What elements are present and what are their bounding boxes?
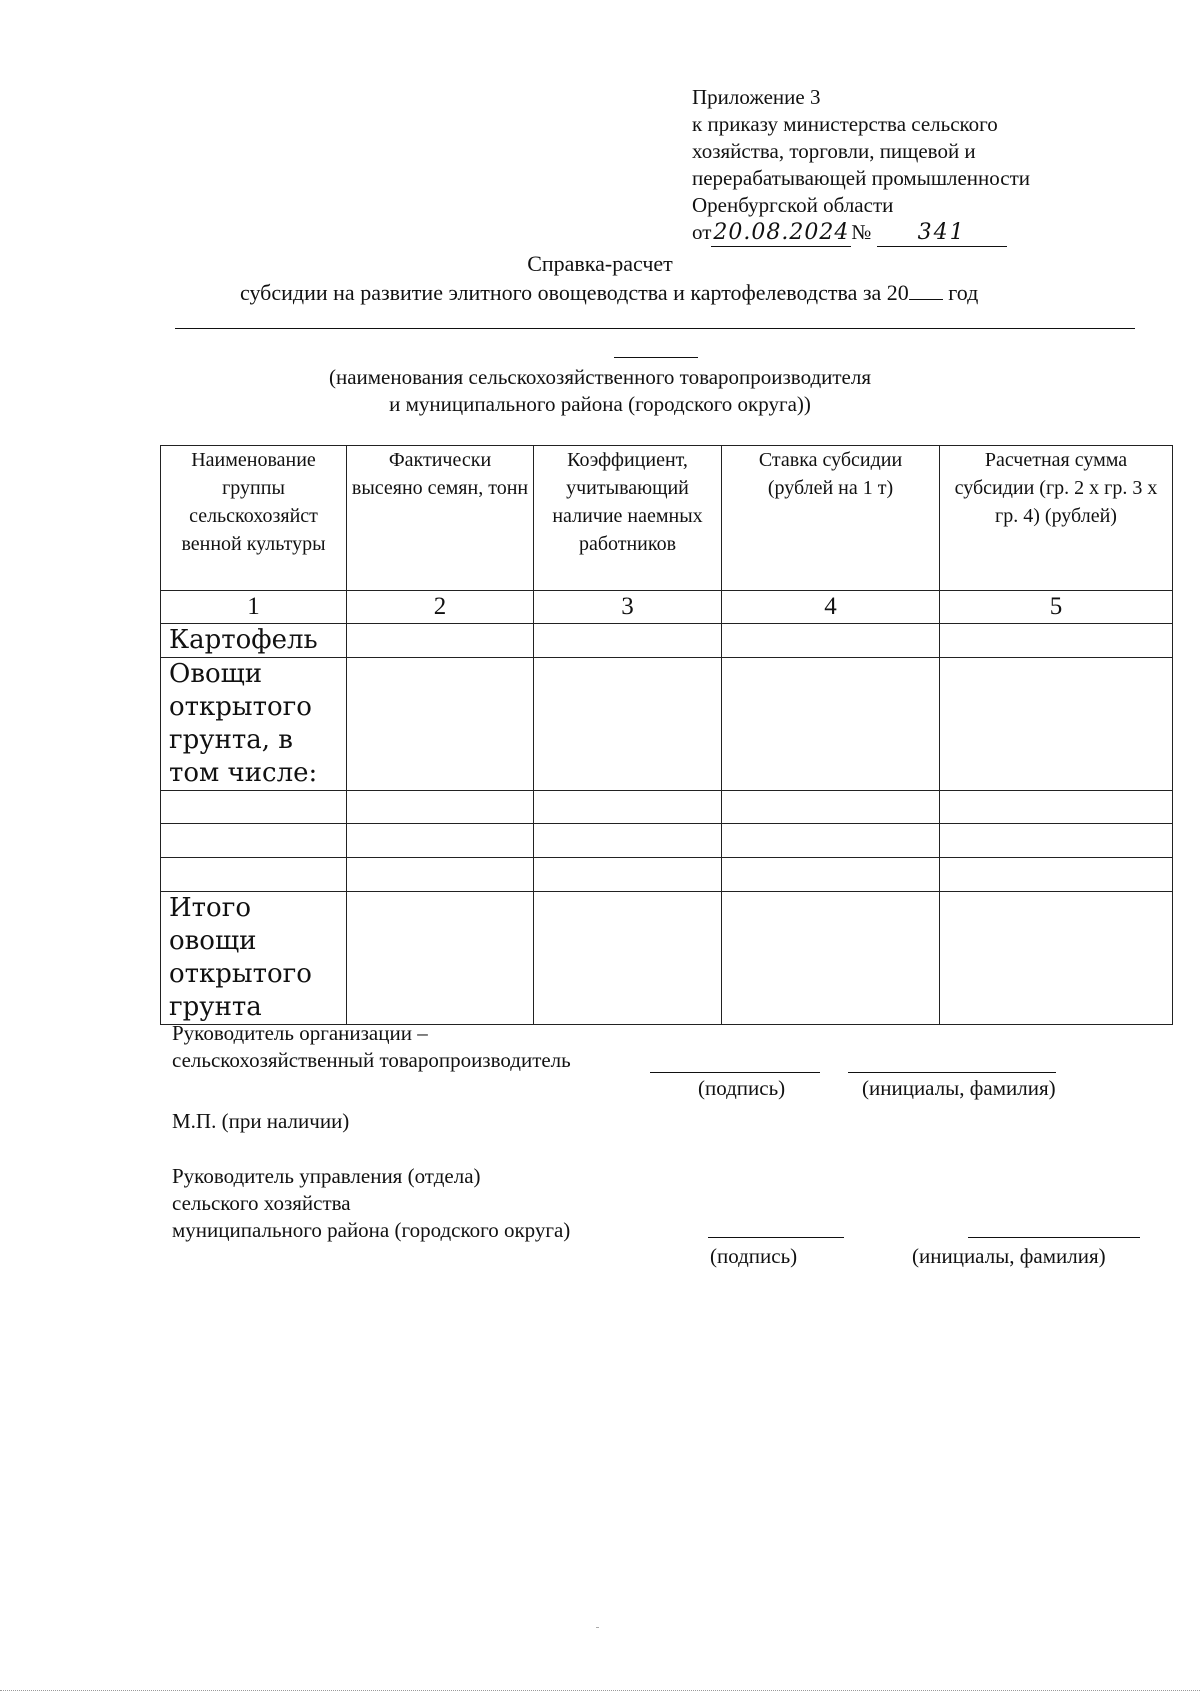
org-signature-line[interactable] [650, 1072, 820, 1073]
row-name-blank[interactable] [161, 791, 347, 824]
org-name-line[interactable] [848, 1072, 1056, 1073]
table-cell[interactable] [534, 858, 722, 892]
scan-edge [0, 1690, 1200, 1691]
dept-name-caption: (инициалы, фамилия) [912, 1244, 1106, 1268]
appendix-line-4: перерабатывающей промышленности [692, 166, 1031, 190]
table-cell[interactable] [940, 824, 1173, 858]
dept-head-line-2: сельского хозяйства [172, 1191, 351, 1215]
table-cell[interactable] [534, 624, 722, 658]
scan-speck [596, 1627, 599, 1628]
table-row [161, 658, 1173, 791]
table-cell[interactable] [347, 624, 534, 658]
table-cell[interactable] [940, 791, 1173, 824]
appendix-line-3: хозяйства, торговли, пищевой и [692, 139, 976, 163]
header-seeds-sown: Фактически высеяно семян, тонн [347, 446, 534, 591]
stamp-label: М.П. (при наличии) [172, 1109, 350, 1133]
column-number: 1 [161, 591, 347, 624]
appendix-header [692, 84, 1030, 247]
table-row [161, 824, 1173, 858]
subsidy-table [160, 445, 1173, 1025]
org-head-line-2: сельскохозяйственный товаропроизводитель [172, 1048, 571, 1072]
document-subtitle [240, 280, 978, 306]
table-cell[interactable] [722, 892, 940, 1025]
table-cell[interactable] [347, 791, 534, 824]
column-number: 4 [722, 591, 940, 624]
table-cell[interactable] [722, 791, 940, 824]
table-row [161, 624, 1173, 658]
org-head-label [172, 1020, 571, 1074]
dept-head-label [172, 1163, 570, 1244]
org-caption-line-2: и муниципального района (городского округа)) [389, 392, 811, 416]
table-cell[interactable] [347, 824, 534, 858]
short-divider [614, 357, 698, 358]
org-name-caption: (инициалы, фамилия) [862, 1076, 1056, 1100]
appendix-line-5: Оренбургской области [692, 193, 894, 217]
table-cell[interactable] [534, 824, 722, 858]
row-name-blank[interactable] [161, 858, 347, 892]
table-cell[interactable] [722, 858, 940, 892]
dept-head-line-3: муниципального района (городского округа) [172, 1218, 571, 1242]
column-number: 3 [534, 591, 722, 624]
number-prefix: № [851, 220, 872, 244]
header-calculated-sum: Расчетная сумма субсидии (гр. 2 х гр. 3 х гр. 4) (рублей) [940, 446, 1173, 591]
table-row-total [161, 892, 1173, 1025]
org-head-line-1: Руководитель организации – [172, 1021, 428, 1045]
year-blank [909, 281, 943, 300]
table-cell[interactable] [534, 892, 722, 1025]
row-name-open-ground-vegetables: Овощи открытого грунта, в том числе: [161, 658, 347, 791]
table-cell[interactable] [940, 858, 1173, 892]
subtitle-text: субсидии на развитие элитного овощеводства и картофелеводства за 20 [240, 280, 909, 305]
subtitle-year-word: год [948, 280, 979, 305]
table-cell[interactable] [940, 658, 1173, 791]
table-cell[interactable] [347, 892, 534, 1025]
dept-head-line-1: Руководитель управления (отдела) [172, 1164, 481, 1188]
header-rate: Ставка субсидии (рублей на 1 т) [722, 446, 940, 591]
organization-name-line [175, 328, 1135, 329]
dept-signature-line[interactable] [708, 1237, 844, 1238]
table-cell[interactable] [940, 624, 1173, 658]
table-row [161, 791, 1173, 824]
table-cell[interactable] [347, 658, 534, 791]
organization-caption [0, 364, 1200, 418]
row-name-blank[interactable] [161, 824, 347, 858]
appendix-title: Приложение 3 [692, 85, 821, 109]
table-cell[interactable] [534, 791, 722, 824]
order-date-number [692, 219, 1030, 247]
handwritten-number: 341 [877, 219, 1007, 247]
dept-name-line[interactable] [968, 1237, 1140, 1238]
table-header-row [161, 446, 1173, 591]
appendix-line-2: к приказу министерства сельского [692, 112, 998, 136]
dept-signature-caption: (подпись) [710, 1244, 798, 1268]
document-title: Справка-расчет [527, 251, 673, 276]
table-cell[interactable] [534, 658, 722, 791]
org-signature-caption: (подпись) [698, 1076, 786, 1100]
table-cell[interactable] [722, 824, 940, 858]
date-prefix: от [692, 220, 712, 244]
table-cell[interactable] [940, 892, 1173, 1025]
header-crop-group: Наименование группы сельскохозяйст венной культуры [161, 446, 347, 591]
column-number: 2 [347, 591, 534, 624]
row-name-total-open-ground: Итого овощи открытого грунта [161, 892, 347, 1025]
table-cell[interactable] [722, 658, 940, 791]
table-row [161, 858, 1173, 892]
column-number-row [161, 591, 1173, 624]
header-coefficient: Коэффициент, учитывающий наличие наемных работников [534, 446, 722, 591]
table-cell[interactable] [347, 858, 534, 892]
handwritten-date: 20.08.2024 [713, 220, 850, 245]
table-cell[interactable] [722, 624, 940, 658]
row-name-potato: Картофель [161, 624, 347, 658]
org-caption-line-1: (наименования сельскохозяйственного товаропроизводителя [328, 365, 872, 389]
column-number: 5 [940, 591, 1173, 624]
